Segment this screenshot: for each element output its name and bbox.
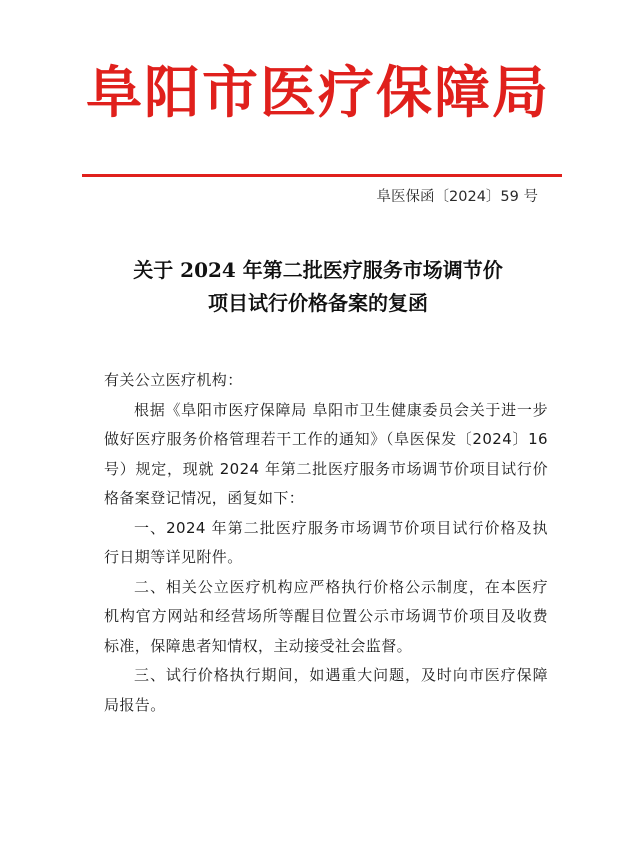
document-title-line-1: 关于 2024 年第二批医疗服务市场调节价 (133, 258, 503, 282)
document-title-line-2: 项目试行价格备案的复函 (208, 291, 428, 315)
document-number: 阜医保函〔2024〕59 号 (376, 189, 538, 205)
body-paragraph: 三、试行价格执行期间，如遇重大问题，及时向市医疗保障局报告。 (104, 666, 548, 714)
document-body (104, 366, 548, 720)
document-title (0, 254, 636, 320)
salutation: 有关公立医疗机构： (104, 371, 243, 389)
letterhead-red-rule (82, 174, 562, 177)
body-paragraph: 二、相关公立医疗机构应严格执行价格公示制度，在本医疗机构官方网站和经营场所等醒目位置公示市场调节价项目及收费标准，保障患者知情权，主动接受社会监督。 (104, 577, 548, 655)
organization-letterhead: 阜阳市医疗保障局 (86, 60, 550, 126)
body-paragraph: 一、2024 年第二批医疗服务市场调节价项目试行价格及执行日期等详见附件。 (104, 518, 548, 566)
body-paragraph: 根据《阜阳市医疗保障局 阜阳市卫生健康委员会关于进一步做好医疗服务价格管理若干工作的通知》（阜医保发〔2024〕16 号）规定，现就 2024 年第二批医疗服务市场调节价项目试行价格备案登记情况，函复如下： (104, 400, 548, 507)
